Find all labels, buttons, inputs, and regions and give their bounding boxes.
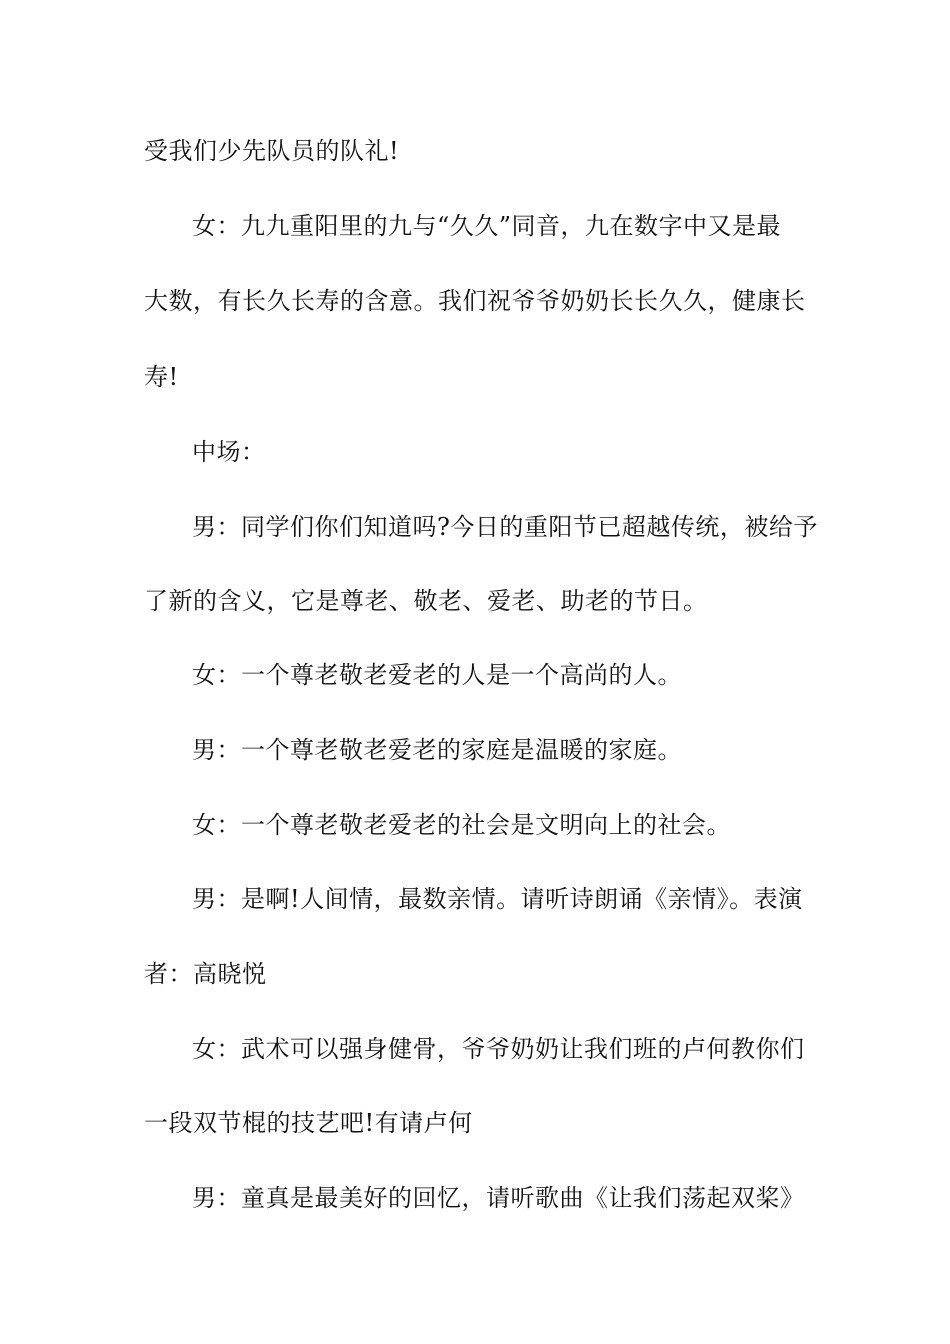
text-line: 寿! bbox=[144, 363, 179, 391]
text-line: 男：同学们你们知道吗?今日的重阳节已超越传统，被给予 bbox=[192, 513, 818, 541]
text-line: 男：是啊!人间情，最数亲情。请听诗朗诵《亲情》。表演 bbox=[192, 885, 803, 913]
text-line: 大数，有长久长寿的含意。我们祝爷爷奶奶长长久久，健康长 bbox=[144, 287, 806, 315]
text-line: 女：武术可以强身健骨，爷爷奶奶让我们班的卢何教你们 bbox=[192, 1035, 805, 1063]
text-line: 一段双节棍的技艺吧!有请卢何 bbox=[144, 1109, 473, 1137]
text-line: 中场： bbox=[192, 438, 266, 466]
text-line: 者：高晓悦 bbox=[144, 960, 267, 988]
text-line: 受我们少先队员的队礼! bbox=[144, 137, 400, 165]
text-line: 男：一个尊老敬老爱老的家庭是温暖的家庭。 bbox=[192, 736, 682, 764]
text-line: 女：一个尊老敬老爱老的人是一个高尚的人。 bbox=[192, 661, 682, 689]
text-line: 男：童真是最美好的回忆，请听歌曲《让我们荡起双桨》 bbox=[192, 1184, 805, 1212]
text-line: 了新的含义，它是尊老、敬老、爱老、助老的节日。 bbox=[144, 587, 708, 615]
text-line: 女：九九重阳里的九与“久久”同音，九在数字中又是最 bbox=[192, 212, 782, 240]
text-line: 女：一个尊老敬老爱老的社会是文明向上的社会。 bbox=[192, 811, 731, 839]
